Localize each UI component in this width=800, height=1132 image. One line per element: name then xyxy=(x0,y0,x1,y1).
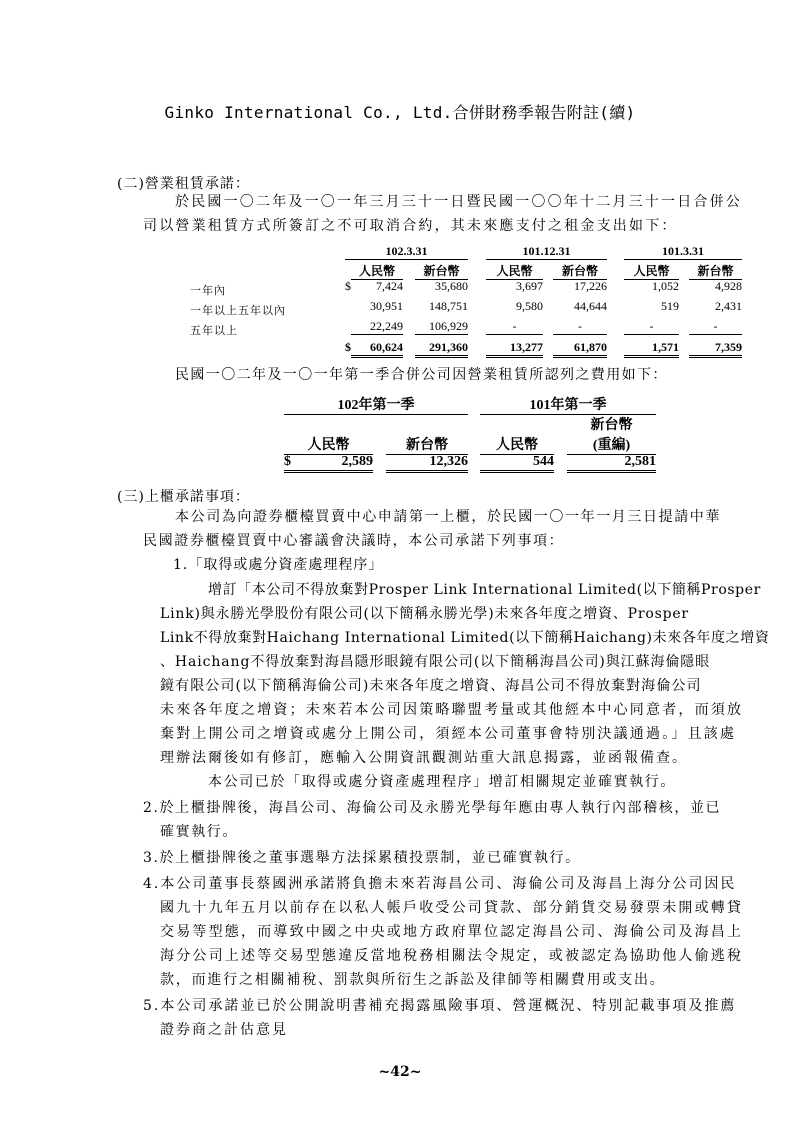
item1-line: 未來各年度之增資；未來若本公司因策略聯盟考量或其他經本中心同意者，而須放 xyxy=(160,702,744,718)
currency-header: (重編) xyxy=(567,434,656,455)
item4-line: 海分公司上述等交易型態違反當地稅務相關法令規定，或被認定為協助他人偷逃稅 xyxy=(160,948,744,964)
period-header: 101年第一季 xyxy=(480,394,656,415)
table-cell: 106,929 xyxy=(415,319,468,335)
currency-symbol: $ xyxy=(345,279,351,293)
item1-line: 棄對上開公司之增資或處分上開公司，須經本公司董事會特別決議通過。」且該處 xyxy=(160,726,737,742)
table-cell: 30,951 xyxy=(370,299,403,313)
currency-header: 新台幣 xyxy=(553,262,607,280)
table-cell: 4,928 xyxy=(715,279,742,293)
currency-header: 新台幣 xyxy=(386,434,468,455)
table-cell: 148,751 xyxy=(429,299,468,313)
total-cell: 13,277 xyxy=(486,340,543,358)
expense-intro: 民國一〇二年及一〇一年第一季合併公司因營業租賃所認列之費用如下： xyxy=(175,367,668,383)
currency-header: 人民幣 xyxy=(480,434,554,455)
currency-header: 新台幣 xyxy=(689,262,742,280)
item1-line: 增訂「本公司不得放棄對Prosper Link International Limited(以下簡稱Prosper xyxy=(208,582,761,598)
currency-header: 人民幣 xyxy=(486,262,543,280)
section2-heading: (二)營業租賃承諾： xyxy=(117,176,250,192)
item4-line: 交易等型態，而導致中國之中央或地方政府單位認定海昌公司、海倫公司及海昌上 xyxy=(160,924,744,940)
item2-line: 2.於上櫃掛牌後，海昌公司、海倫公司及永勝光學每年應由專人執行內部稽核，並已 xyxy=(143,800,722,816)
table-cell: 35,680 xyxy=(435,279,468,293)
page-title: Ginko International Co., Ltd.合併財務季報告附註(續) xyxy=(164,103,636,122)
item2-line: 確實執行。 xyxy=(160,824,238,840)
currency-header: 人民幣 xyxy=(284,434,373,455)
section3-paragraph: 本公司為向證券櫃檯買賣中心申請第一上櫃，於民國一〇一年一月三日提請中華 xyxy=(175,509,721,525)
section2-intro-line1: 於民國一〇二年及一〇一年三月三十一日暨民國一〇〇年十二月三十一日合併公 xyxy=(175,194,742,210)
table-cell: 17,226 xyxy=(574,279,607,293)
period-header: 102年第一季 xyxy=(284,394,468,415)
table-cell: - xyxy=(486,319,543,335)
total-cell: 12,326 xyxy=(386,454,468,473)
item4-line: 國九十九年五月以前存在以私人帳戶收受公司貸款、部分銷貨交易發票未開或轉貸 xyxy=(160,900,744,916)
table-cell: - xyxy=(624,319,679,335)
total-cell: 7,359 xyxy=(689,340,742,358)
table-cell: 7,424 xyxy=(376,279,403,293)
currency-header: 人民幣 xyxy=(624,262,679,280)
page-number: ~42~ xyxy=(378,1064,422,1080)
table-cell: 519 xyxy=(661,299,679,313)
item5-line: 證券商之計估意見 xyxy=(160,1022,288,1038)
section3-heading: (三)上櫃承諾事項： xyxy=(117,489,250,505)
section2-intro-line2: 司以營業租賃方式所簽訂之不可取消合約，其未來應支付之租金支出如下： xyxy=(143,218,678,234)
total-cell: 2,589 xyxy=(284,454,373,473)
table-cell: 3,697 xyxy=(516,279,543,293)
item1-line: 、Haichang不得放棄對海昌隱形眼鏡有限公司(以下簡稱海昌公司)與江蘇海倫隱眼 xyxy=(160,654,711,670)
currency-symbol: $ xyxy=(345,340,351,354)
period-header: 101.12.31 xyxy=(486,244,607,260)
item5-line: 5.本公司承諾並已於公開說明書補充揭露風險事項、營運概況、特別記載事項及推薦 xyxy=(143,998,737,1014)
item1-title: 1.「取得或處分資產處理程序」 xyxy=(173,557,384,573)
total-cell: 1,571 xyxy=(624,340,679,358)
table-cell: 9,580 xyxy=(516,299,543,313)
row-label: 一年內 xyxy=(190,284,226,297)
item3-line: 3.於上櫃掛牌後之董事選舉方法採累積投票制，並已確實執行。 xyxy=(143,850,581,866)
table-cell: 44,644 xyxy=(574,299,607,313)
section3-paragraph: 民國證券櫃檯買賣中心審議會決議時，本公司承諾下列事項： xyxy=(143,533,565,549)
total-cell: 2,581 xyxy=(567,454,656,473)
currency-header: 人民幣 xyxy=(351,262,403,280)
total-cell: 544 xyxy=(480,454,554,473)
currency-header: 新台幣 xyxy=(590,418,633,433)
table-cell: 1,052 xyxy=(652,279,679,293)
currency-symbol: $ xyxy=(284,454,291,469)
item4-line: 款，而進行之相關補稅、罰款與所衍生之訴訟及律師等相關費用或支出。 xyxy=(160,972,666,988)
table-cell: - xyxy=(553,319,607,335)
item1-line: 理辦法爾後如有修訂，應輸入公開資訊觀測站重大訊息揭露，並函報備查。 xyxy=(160,750,688,766)
item4-line: 4.本公司董事長蔡國洲承諾將負擔未來若海昌公司、海倫公司及海昌上海分公司因民 xyxy=(143,876,737,892)
currency-header: 新台幣 xyxy=(415,262,468,280)
period-header: 101.3.31 xyxy=(624,244,742,260)
table-cell: 2,431 xyxy=(715,299,742,313)
total-cell: 61,870 xyxy=(553,340,607,358)
item1-line: Link)與永勝光學股份有限公司(以下簡稱永勝光學)未來各年度之增資、Prosper xyxy=(160,606,689,622)
item1-line: 鏡有限公司(以下簡稱海倫公司)未來各年度之增資、海昌公司不得放棄對海倫公司 xyxy=(160,678,702,694)
row-label: 五年以上 xyxy=(190,324,238,337)
total-cell: 60,624 xyxy=(351,340,403,358)
total-cell: 291,360 xyxy=(415,340,468,358)
item1-line: 本公司已於「取得或處分資產處理程序」增訂相關規定並確實執行。 xyxy=(208,774,676,790)
row-label: 一年以上五年以內 xyxy=(190,304,286,317)
item1-line: Link不得放棄對Haichang International Limited(以下簡稱Haichang)未來各年度之增資 xyxy=(160,630,770,646)
table-cell: 22,249 xyxy=(351,319,403,335)
table-cell: - xyxy=(689,319,742,335)
period-header: 102.3.31 xyxy=(345,244,468,260)
